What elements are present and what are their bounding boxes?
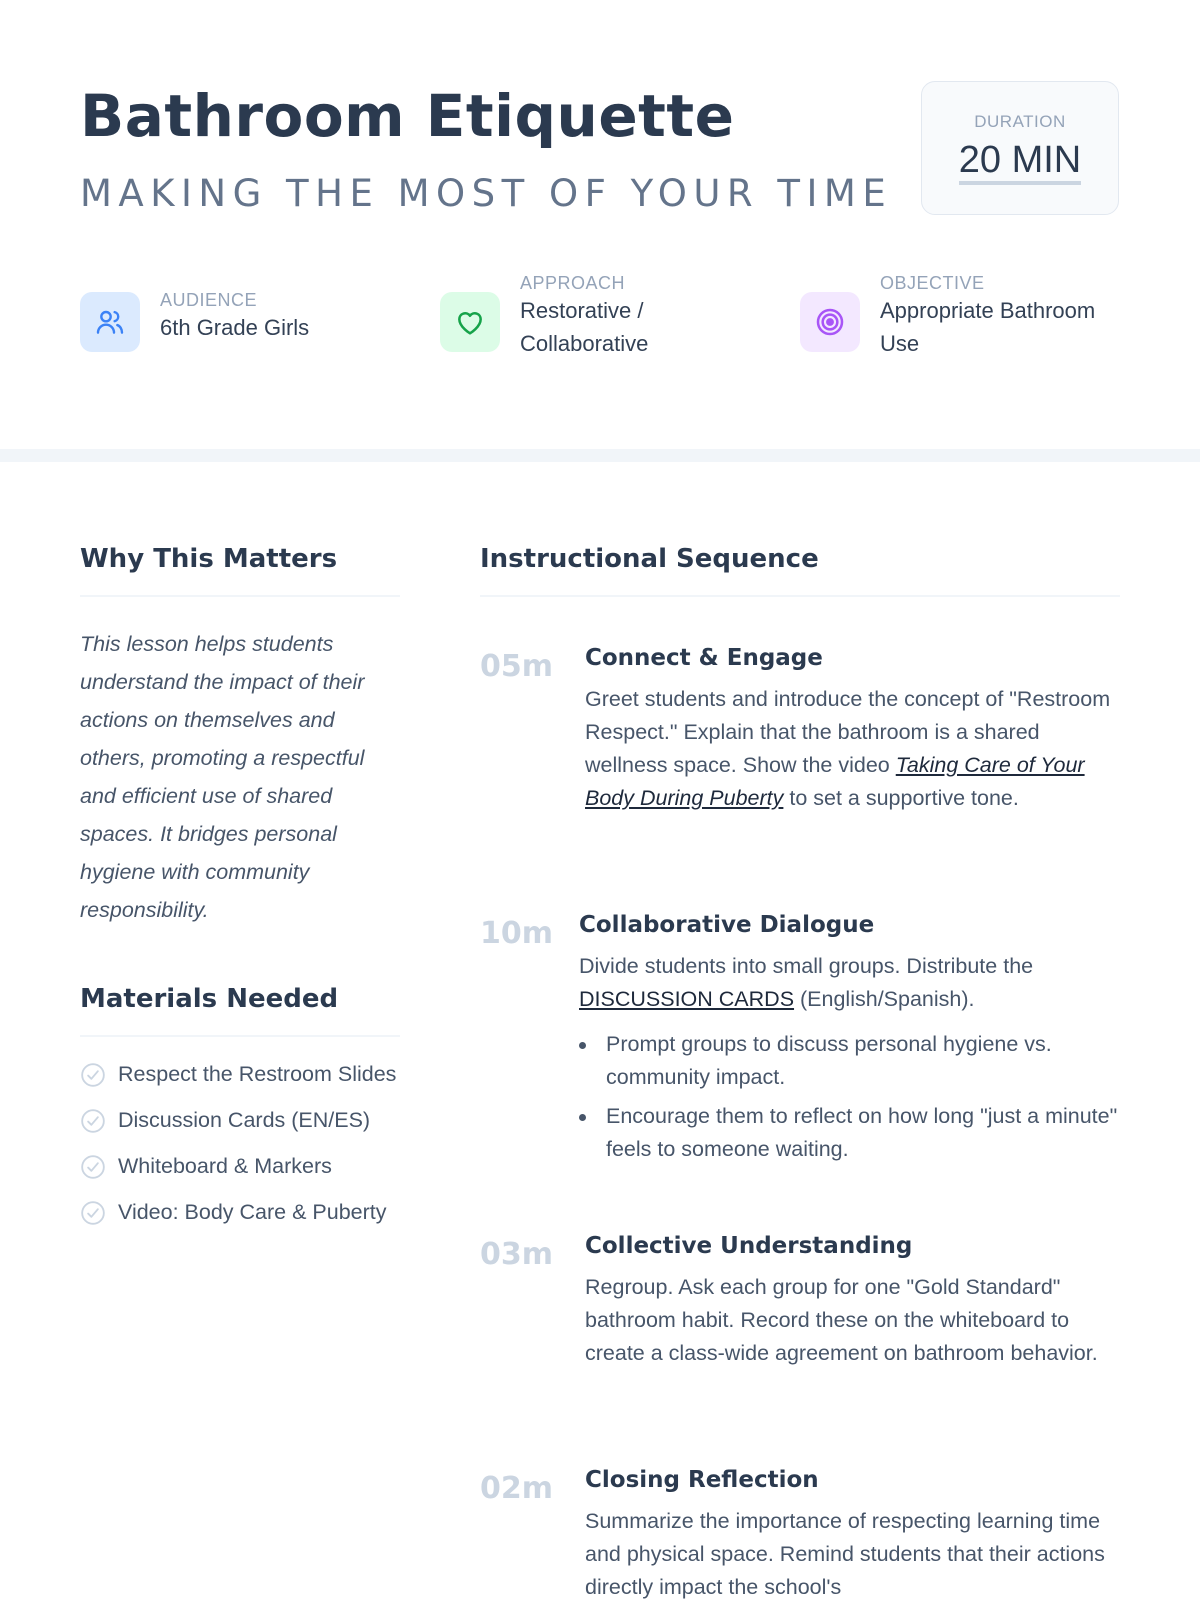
duration-value: 20 MIN — [959, 139, 1081, 185]
step-body — [585, 643, 1120, 815]
check-circle-icon — [80, 1154, 106, 1180]
step-body — [585, 1465, 1120, 1604]
meta-audience-value: 6th Grade Girls — [160, 315, 310, 340]
material-label: Discussion Cards (EN/ES) — [118, 1108, 371, 1132]
meta-objective — [800, 272, 1130, 372]
step-title: Closing Reflection — [585, 1467, 819, 1493]
meta-objective-label: OBJECTIVE — [880, 273, 985, 293]
meta-objective-value: Appropriate Bathroom Use — [880, 298, 1096, 356]
meta-approach-text — [520, 272, 720, 360]
why-title: Why This Matters — [80, 544, 338, 574]
duration-card — [921, 81, 1119, 215]
step-time: 03m — [480, 1237, 554, 1272]
materials-title: Materials Needed — [80, 984, 339, 1014]
discussion-cards-link[interactable]: DISCUSSION CARDS — [579, 987, 795, 1011]
sequence-rule — [480, 595, 1120, 597]
material-item — [80, 1104, 400, 1137]
step-text — [579, 950, 1120, 1016]
step-text: Summarize the importance of respecting learning time and physical space. Remind students that their actions directly impact the school's — [585, 1509, 1105, 1599]
video-link[interactable]: Taking Care of Your Body During Puberty — [585, 753, 1085, 810]
materials-rule — [80, 1035, 400, 1037]
users-icon — [80, 292, 140, 352]
material-item — [80, 1150, 400, 1183]
step-text — [585, 683, 1120, 815]
step-text-before: Greet students and introduce the concept of "Restroom Respect." Explain that the bathroom is a shared wellness space. Show the video — [585, 687, 1111, 777]
sequence-title: Instructional Sequence — [480, 544, 819, 574]
page-subtitle: MAKING THE MOST OF YOUR TIME — [80, 172, 893, 215]
duration-label: DURATION — [974, 112, 1066, 131]
material-label: Respect the Restroom Slides — [118, 1062, 397, 1086]
meta-audience — [80, 272, 400, 372]
page-title: Bathroom Etiquette — [80, 82, 735, 150]
section-divider — [0, 449, 1200, 462]
materials-list — [80, 1058, 400, 1242]
target-icon — [800, 292, 860, 352]
lesson-header — [0, 0, 1200, 450]
meta-objective-text — [880, 272, 1130, 360]
why-rule — [80, 595, 400, 597]
step-title: Collaborative Dialogue — [579, 912, 875, 938]
check-circle-icon — [80, 1062, 106, 1088]
meta-approach-value: Restorative / Collaborative — [520, 298, 649, 356]
step-body — [579, 910, 1120, 1172]
step-text-after: to set a supportive tone. — [783, 786, 1019, 810]
step-title: Collective Understanding — [585, 1233, 913, 1259]
step-title: Connect & Engage — [585, 645, 823, 671]
bullet-item: Encourage them to reflect on how long "just a minute" feels to someone waiting. — [579, 1100, 1120, 1166]
step-time: 02m — [480, 1471, 554, 1506]
meta-approach — [440, 272, 760, 372]
step-bullets — [579, 1028, 1120, 1166]
step-text-before: Divide students into small groups. Distribute the — [579, 954, 1034, 978]
check-circle-icon — [80, 1200, 106, 1226]
heart-icon — [440, 292, 500, 352]
meta-approach-label: APPROACH — [520, 273, 626, 293]
bullet-item: Prompt groups to discuss personal hygiene vs. community impact. — [579, 1028, 1120, 1094]
step-text: Regroup. Ask each group for one "Gold Standard" bathroom habit. Record these on the whiteboard to create a class-wide agreement on bathroom behavior. — [585, 1275, 1098, 1365]
step-time: 05m — [480, 649, 554, 684]
material-item — [80, 1058, 400, 1091]
meta-audience-text — [160, 289, 309, 344]
step-text-after: (English/Spanish). — [794, 987, 975, 1011]
step-time: 10m — [480, 916, 554, 951]
why-text: This lesson helps students understand the impact of their actions on themselves and others, promoting a respectful and efficient use of shared spaces. It bridges personal hygiene with community responsibility. — [80, 632, 365, 922]
duration-value-wrap — [922, 139, 1118, 182]
material-label: Whiteboard & Markers — [118, 1154, 332, 1178]
meta-audience-label: AUDIENCE — [160, 290, 258, 310]
material-label: Video: Body Care & Puberty — [118, 1200, 387, 1224]
material-item — [80, 1196, 400, 1229]
step-body — [585, 1231, 1120, 1370]
check-circle-icon — [80, 1108, 106, 1134]
